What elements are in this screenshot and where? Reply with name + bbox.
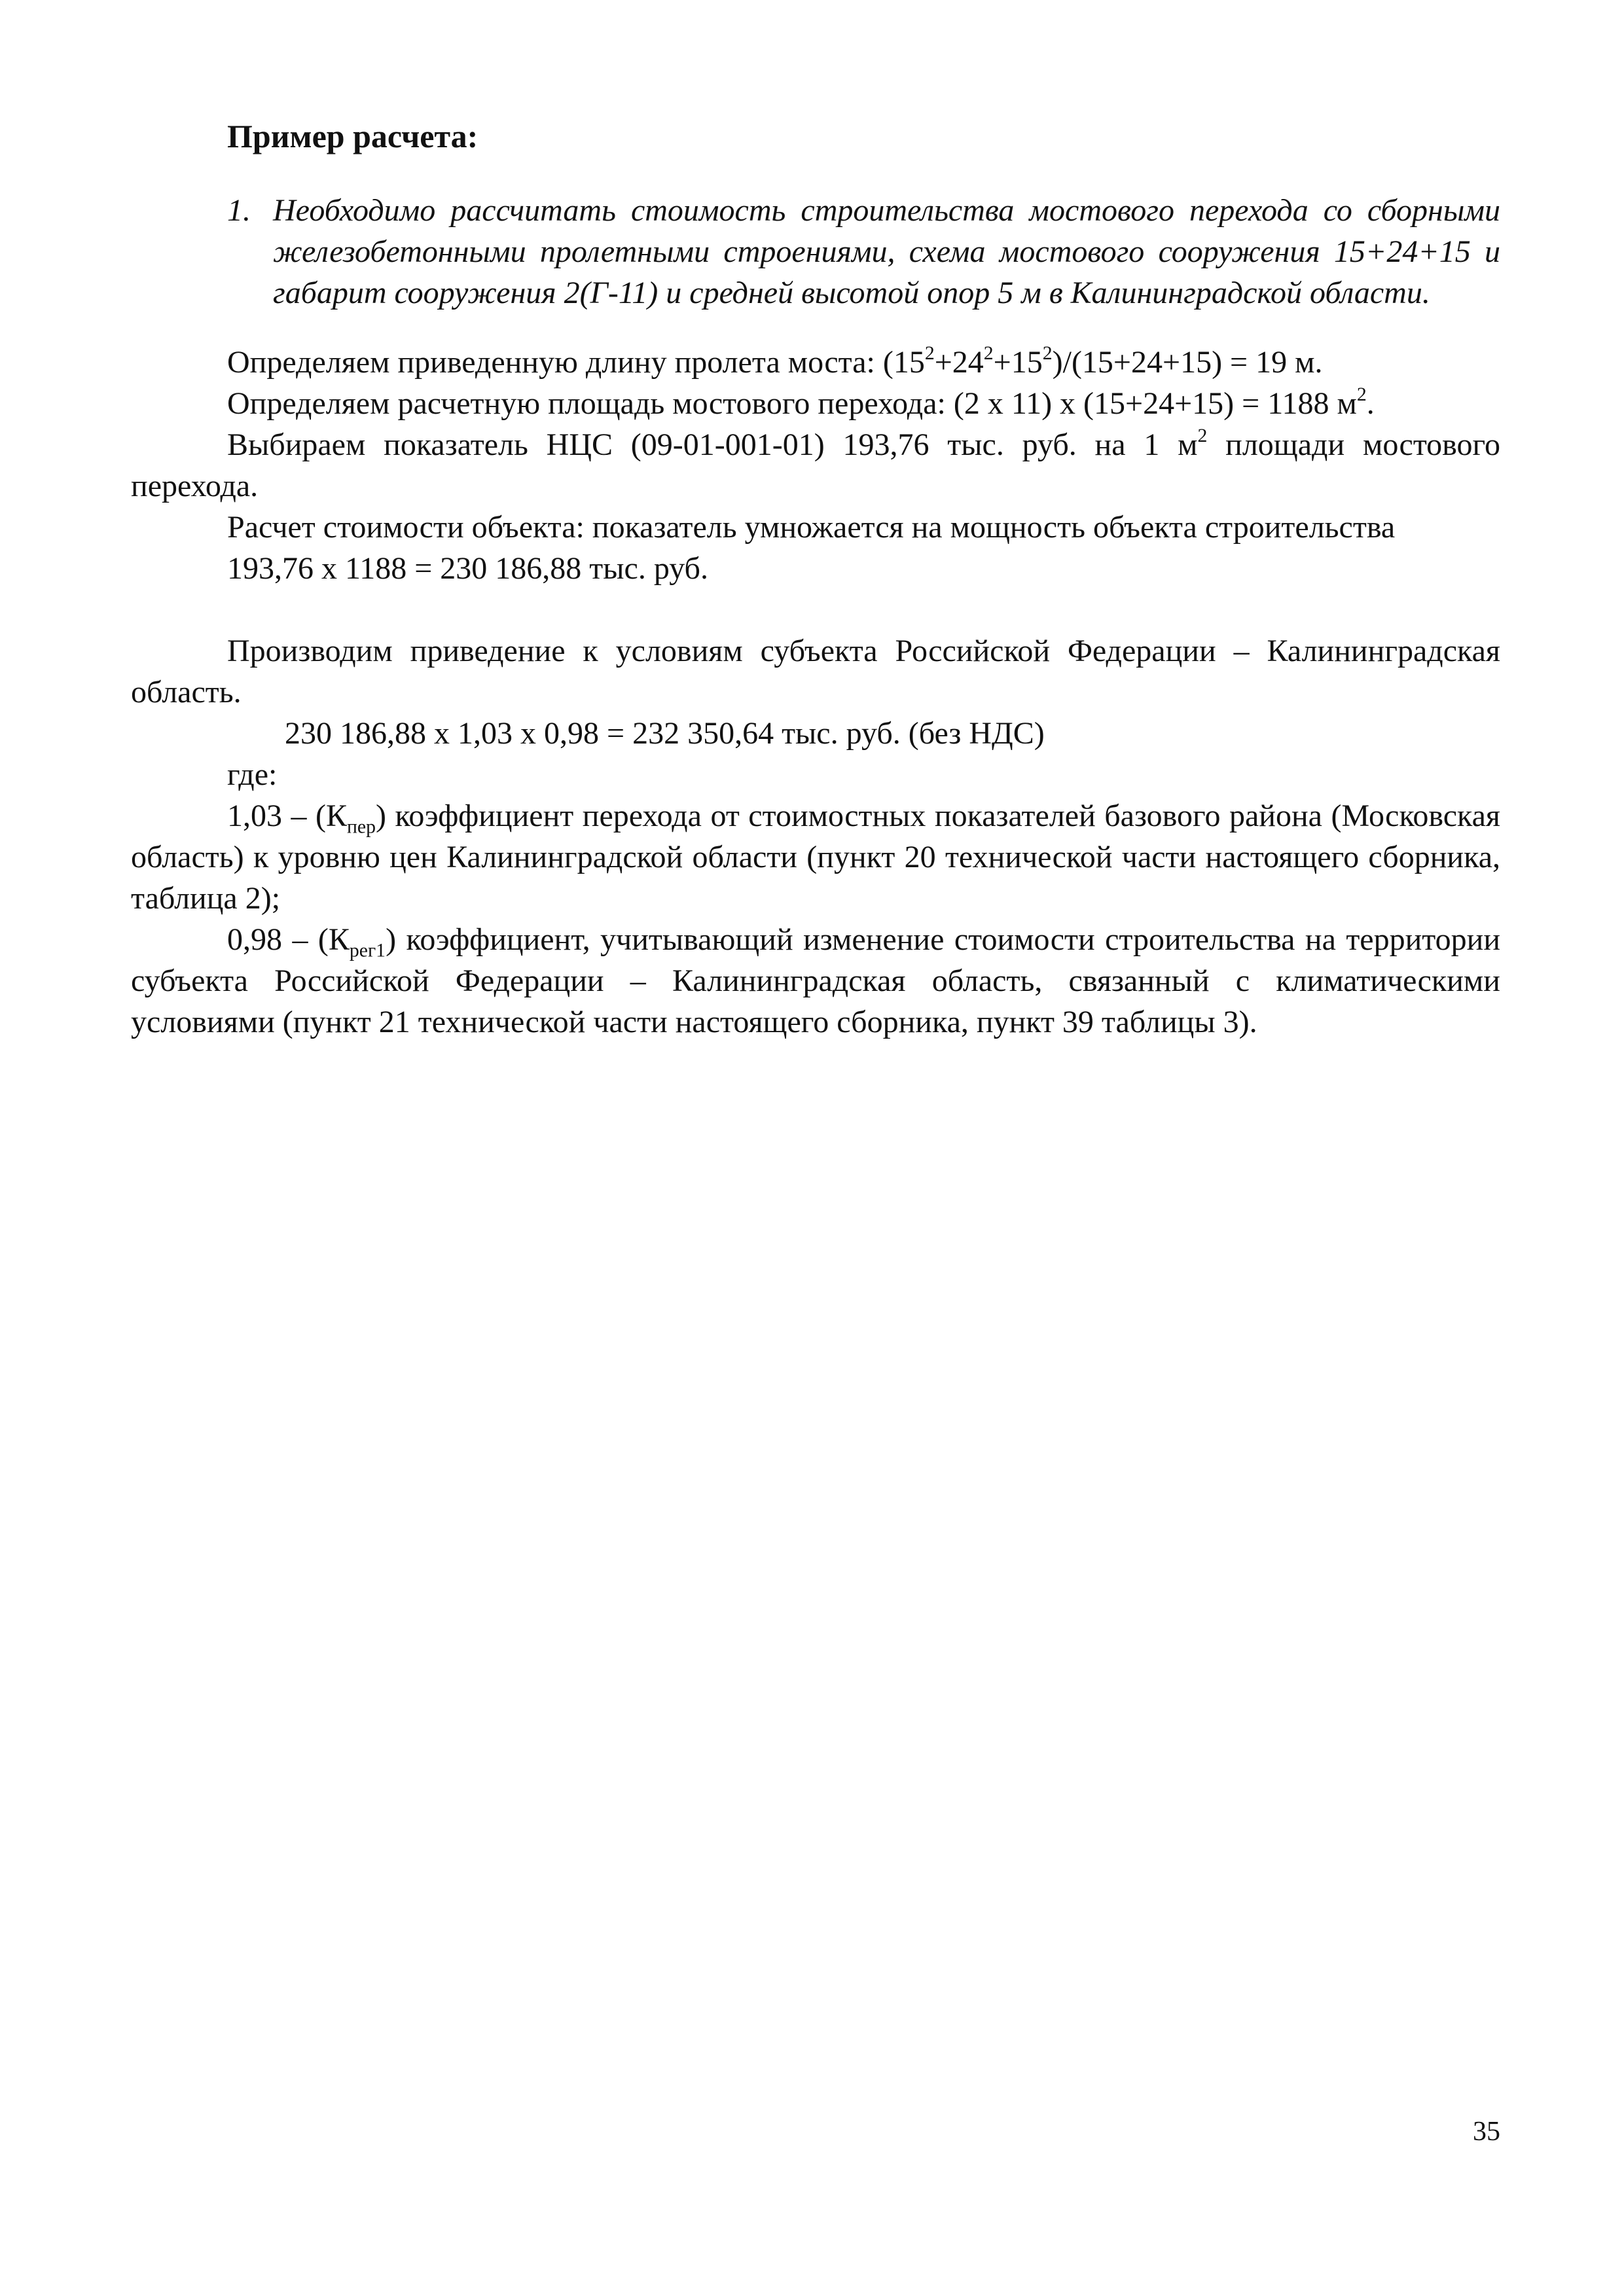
span-length-line: Определяем приведенную длину пролета моста: $(15^2+24^2+15^2)/(15+24+15) = 19$ м.	[227, 342, 1323, 380]
task-text: Необходимо рассчитать стоимость строительства мостового перехода со сборными железобетонными пролетными строениями, схема мостового сооружения 15+24+15 и габарит сооружения 2(Г-11) и средней высотой опор 5 м в Калининградской области.	[273, 193, 1500, 310]
coefficient-regional: $0,98 - (К_{рег1})$ коэффициент, учитывающий изменение стоимости строительства на территории субъекта Российской Федерации – Калининградская область, связанный с климатическими условиями (пункт 21 технической части настоящего сборника, пункт 39 таблицы 3).	[131, 922, 1501, 1039]
section-heading: Пример расчета:	[227, 118, 478, 154]
calculation-body	[131, 342, 1500, 1043]
cost-explanation-line: Расчет стоимости объекта: показатель умножается на мощность объекта строительства	[227, 510, 1396, 545]
coefficient-transition: $1,03 - (К_{пер})$ коэффициент перехода от стоимостных показателей базового района (Московская область) к уровню цен Калининградской области (пункт 20 технической части настоящего сборника, таблица 2);	[131, 798, 1501, 916]
where-label: где:	[227, 757, 278, 792]
area-line: Определяем расчетную площадь мостового перехода: (2 х 11) х (15+24+15) = 1188 $м^2$.	[227, 384, 1375, 421]
task-item	[227, 190, 1500, 314]
paragraph-gap	[131, 589, 1500, 630]
region-formula: 230 186,88 х 1,03 х 0,98 = 232 350,64 тыс. руб. (без НДС)	[285, 716, 1045, 751]
page-number: 35	[1473, 2117, 1500, 2147]
ncs-indicator-line: Выбираем показатель НЦС (09-01-001-01) 193,76 тыс. руб. на 1 $м^2$ площади мостового перехода.	[131, 425, 1500, 503]
region-intro: Производим приведение к условиям субъекта Российской Федерации – Калининградская область.	[131, 634, 1500, 709]
cost-formula-line: 193,76 х 1188 = 230 186,88 тыс. руб.	[227, 551, 708, 586]
task-number: 1.	[227, 193, 251, 228]
